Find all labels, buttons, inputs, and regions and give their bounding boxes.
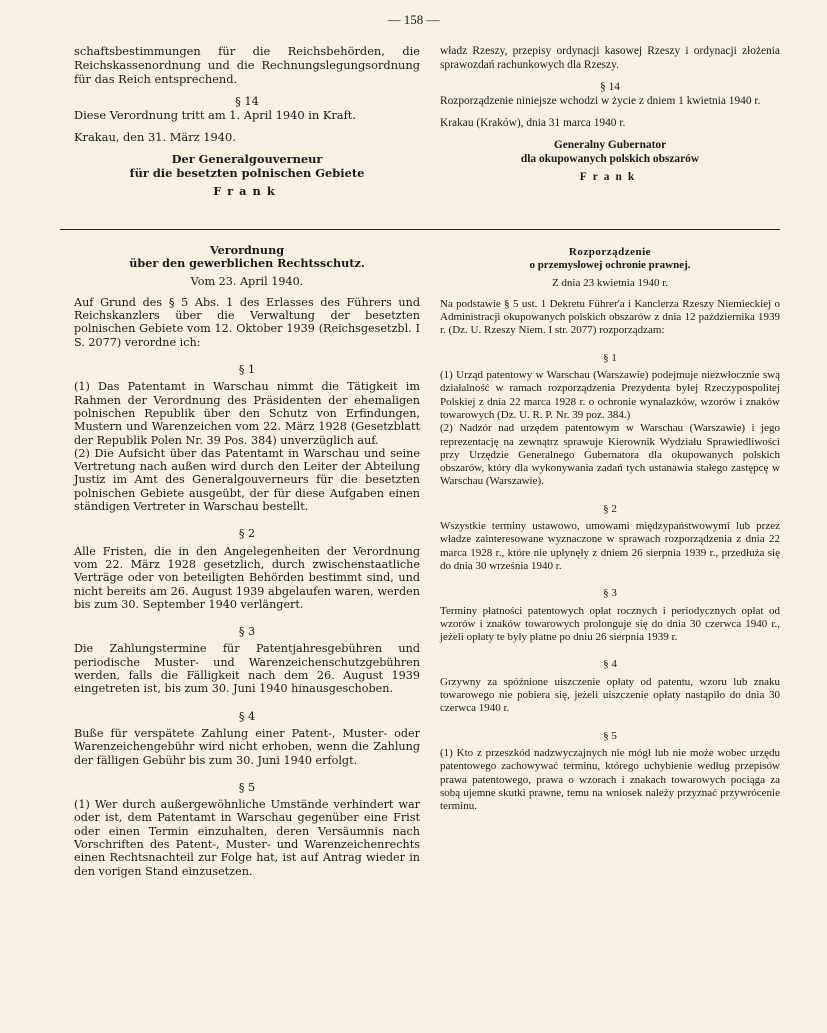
section-paragraph: Buße für verspätete Zahlung einer Patent-, Muster- oder Warenzeichengebühr wird nicht erhoben, wenn die Zahlung der fälligen Gebühr bis zum 30. Juni 1940 erfolgt. bbox=[74, 726, 420, 767]
section-paragraph: Die Zahlungstermine für Patentjahresgebühren und periodische Muster- und Warenzeichenschutzgebühren werden, falls die Fälligkeit nach dem 26. August 1939 eingetreten ist, bis zum 30. Juni 1940 hinausgeschoben. bbox=[74, 642, 420, 696]
signer-title: Der Generalgouverneur bbox=[171, 152, 323, 166]
section-heading: § 5 bbox=[238, 780, 256, 794]
page-number: — 158 — bbox=[387, 12, 440, 27]
section-divider bbox=[60, 229, 780, 230]
previous-decree-end-polish bbox=[440, 44, 780, 184]
section-paragraph: (2) Die Aufsicht über das Patentamt in Warschau und seine Vertretung nach außen wird durch den Leiter der Abteilung Justiz im Amt des Generalgouverneurs für die besetzten polnischen Gebiete ausgeübt, der für diese Aufgaben einen ständigen Vertreter in Warschau bestellt. bbox=[74, 446, 420, 514]
decree-subtitle: o przemysłowej ochronie prawnej. bbox=[529, 259, 691, 272]
decree-date: Vom 23. April 1940. bbox=[190, 274, 304, 288]
place-date: Krakau (Kraków), dnia 31 marca 1940 r. bbox=[440, 117, 626, 129]
section-paragraph: (1) Kto z przeszkód nadzwyczajnych nie mógł lub nie może wobec urzędu patentowego zachowywać terminu, którego uchybienie według przepisów prawa patentowego, prawa o wzorach i znakach towarowych pociąga za sobą ujemne skutki prawne, temu na wniosek należy przyznać przywrócenie terminu. bbox=[440, 746, 780, 813]
decree-date: Z dnia 23 kwietnia 1940 r. bbox=[551, 276, 669, 289]
section-heading: § 3 bbox=[238, 625, 256, 639]
decree-title: Verordnung bbox=[209, 243, 285, 257]
section-text: Rozporządzenie niniejsze wchodzi w życie z dniem 1 kwietnia 1940 r. bbox=[440, 95, 761, 107]
signer-name: Frank bbox=[579, 171, 641, 183]
section-paragraph: (1) Das Patentamt in Warschau nimmt die Tätigkeit im Rahmen der Verordnung des Präsidenten der ehemaligen polnischen Republik über den Schutz von Erfindungen, Mustern und Warenzeichen vom 22. März 1928 (Gesetzblatt der Republik Polen Nr. 39 Pos. 384) unverzüglich auf. bbox=[74, 380, 420, 447]
decree-german-column bbox=[74, 244, 420, 878]
section-heading: § 2 bbox=[603, 502, 617, 515]
section-heading: § 1 bbox=[238, 363, 256, 377]
decree-polish-column bbox=[440, 246, 780, 813]
section-heading: § 14 bbox=[235, 94, 259, 108]
section-heading: § 14 bbox=[600, 81, 620, 93]
section-heading: § 2 bbox=[238, 527, 256, 541]
signer-title: dla okupowanych polskich obszarów bbox=[520, 153, 700, 165]
section-heading: § 1 bbox=[603, 351, 617, 364]
section-heading: § 4 bbox=[603, 658, 617, 671]
signer-title: für die besetzten polnischen Gebiete bbox=[129, 166, 365, 180]
previous-decree-end-german bbox=[74, 44, 420, 198]
section-heading: § 5 bbox=[603, 729, 617, 742]
section-paragraph: Wszystkie terminy ustawowo, umowami międzypaństwowymi lub przez władze zainteresowane wyznaczone w sprawach rozporządzenia z dnia 22 marca 1928 r., które nie upłynęły z dniem 26 sierpnia 1939 r., przedłuża się do dnia 30 września 1940 r. bbox=[440, 520, 780, 572]
section-paragraph: Alle Fristen, die in den Angelegenheiten der Verordnung vom 22. März 1928 gesetzlich, durch zwischenstaatliche Verträge oder von beteiligten Behörden bestimmt sind, und nicht bereits am 26. August 1939 abgelaufen waren, werden bis zum 30. September 1940 verlängert. bbox=[74, 544, 420, 611]
section-heading: § 4 bbox=[238, 709, 256, 723]
decree-preamble: Na podstawie § 5 ust. 1 Dekretu Führer'a i Kanclerza Rzeszy Niemieckiej o Administracji okupowanych polskich obszarów z dnia 12 października 1939 r. (Dz. U. Rzeszy Niem. I str. 2077) rozporządzam: bbox=[440, 297, 780, 337]
place-date: Krakau, den 31. März 1940. bbox=[74, 130, 236, 144]
decree-preamble: Auf Grund des § 5 Abs. 1 des Erlasses des Führers und Reichskanzlers über die Verwaltung der besetzten polnischen Gebiete vom 12. Oktober 1939 (Reichsgesetzbl. I S. 2077) verordne ich: bbox=[74, 295, 420, 349]
closing-paragraph: władz Rzeszy, przepisy ordynacji kasowej Rzeszy i ordynacji złożenia sprawozdań rachunkowych dla Rzeszy. bbox=[440, 45, 780, 71]
signer-title: Generalny Gubernator bbox=[553, 139, 667, 151]
closing-paragraph: schaftsbestimmungen für die Reichsbehörden, die Reichskassenordnung und die Rechnungslegungsordnung für das Reich entsprechend. bbox=[74, 44, 420, 86]
decree-title: Rozporządzenie bbox=[568, 246, 652, 258]
section-text: Diese Verordnung tritt am 1. April 1940 in Kraft. bbox=[74, 108, 356, 122]
signer-name: Frank bbox=[213, 184, 281, 198]
section-paragraph: (1) Urząd patentowy w Warschau (Warszawie) podejmuje niezwłocznie swą działalność w ramach rozporządzenia Prezydenta byłej Rzeczypospolitej Polskiej z dnia 22 marca 1928 r. o ochronie wynalazków, wzorów i znaków towarowych (Dz. U. R. P. Nr. 39 poz. 384.) bbox=[440, 369, 780, 421]
section-paragraph: Terminy płatności patentowych opłat rocznych i periodycznych opłat od wzorów i znaków towarowych prolonguje się do dnia 30 czerwca 1940 r., jeżeli opłaty te były płatne po dniu 26 sierpnia 1939 r. bbox=[440, 604, 780, 644]
decree-subtitle: über den gewerblichen Rechtsschutz. bbox=[129, 256, 365, 271]
section-paragraph: Grzywny za spóźnione uiszczenie opłaty od patentu, wzoru lub znaku towarowego nie pobiera się, jeżeli uiszczenie opłaty nastąpiło do dnia 30 czerwca 1940 r. bbox=[440, 675, 780, 715]
section-paragraph: (2) Nadzór nad urzędem patentowym w Warschau (Warszawie) i jego reprezentację na zewnątrz sprawuje Kierownik Wydziału Sprawiedliwości przy Urzędzie Generalnego Gubernatora dla okupowanych polskich obszarów, który dla wykonywania zadań tych ustanawia stałego zastępcę w Warschau (Warszawie). bbox=[440, 422, 780, 488]
section-paragraph: (1) Wer durch außergewöhnliche Umstände verhindert war oder ist, dem Patentamt in Warschau gegenüber eine Frist oder einen Termin einzuhalten, deren Versäumnis nach Vorschriften des Patent-, Muster- und Warenzeichenrechts einen Rechtsnachteil zur Folge hat, ist auf Antrag wieder in den vorigen Stand einzusetzen. bbox=[74, 798, 420, 878]
section-heading: § 3 bbox=[603, 587, 617, 600]
